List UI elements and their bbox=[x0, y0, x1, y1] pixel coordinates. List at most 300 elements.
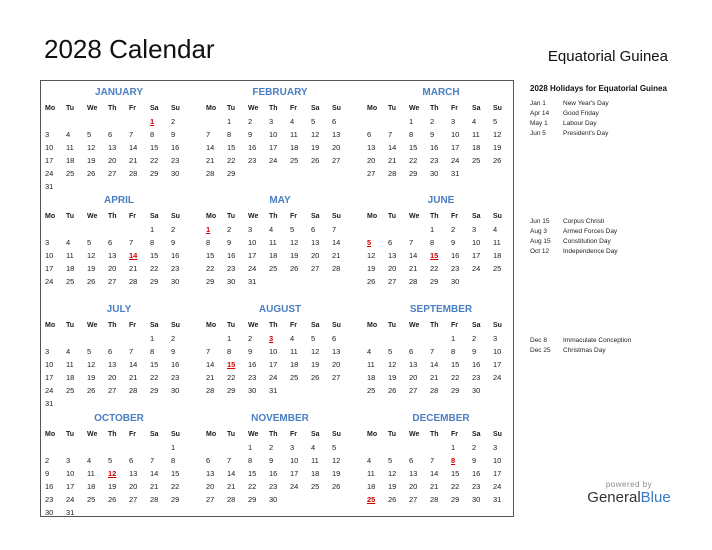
weekday-header-row bbox=[367, 319, 515, 332]
day-cell: 14 bbox=[206, 360, 215, 369]
day-cell: 16 bbox=[248, 360, 257, 369]
day-cell: 17 bbox=[66, 482, 75, 491]
month-august bbox=[206, 300, 354, 408]
day-cell: 1 bbox=[248, 443, 253, 452]
day-cell: 28 bbox=[206, 386, 215, 395]
day-cell: 26 bbox=[311, 373, 320, 382]
day-cell: 10 bbox=[248, 238, 257, 247]
day-cell: 9 bbox=[430, 130, 435, 139]
holiday-day-cell: 25 bbox=[367, 495, 376, 504]
holiday-item bbox=[530, 247, 690, 257]
calendar-grid bbox=[40, 80, 514, 517]
day-cell: 22 bbox=[409, 156, 418, 165]
day-cell: 11 bbox=[493, 238, 501, 247]
week-row bbox=[206, 358, 354, 371]
day-cell: 26 bbox=[367, 277, 376, 286]
day-cell: 20 bbox=[367, 156, 376, 165]
day-cell: 27 bbox=[409, 495, 418, 504]
weekday-header: Su bbox=[493, 213, 502, 220]
day-cell: 19 bbox=[367, 264, 376, 273]
weekday-header: Mo bbox=[206, 105, 217, 112]
day-cell: 18 bbox=[290, 360, 299, 369]
day-cell: 24 bbox=[493, 482, 502, 491]
day-cell: 29 bbox=[206, 277, 215, 286]
day-cell: 27 bbox=[388, 277, 397, 286]
day-cell: 12 bbox=[388, 469, 397, 478]
weekday-header: Mo bbox=[45, 213, 56, 220]
weekday-header: Sa bbox=[472, 213, 481, 220]
day-cell: 25 bbox=[290, 373, 299, 382]
day-cell: 4 bbox=[311, 443, 316, 452]
day-cell: 24 bbox=[269, 373, 278, 382]
holiday-item bbox=[530, 336, 690, 346]
day-cell: 7 bbox=[388, 130, 393, 139]
empty-cell bbox=[311, 275, 332, 288]
day-cell: 18 bbox=[66, 264, 75, 273]
empty-cell bbox=[45, 115, 66, 128]
day-cell: 6 bbox=[409, 347, 414, 356]
day-cell: 1 bbox=[227, 334, 232, 343]
day-cell: 16 bbox=[171, 251, 180, 260]
week-row bbox=[45, 223, 193, 236]
month-title: NOVEMBER bbox=[251, 413, 309, 424]
weekday-header: Mo bbox=[206, 431, 217, 438]
week-row bbox=[45, 262, 193, 275]
weekday-header: Th bbox=[108, 322, 117, 329]
day-cell: 20 bbox=[311, 251, 320, 260]
day-cell: 19 bbox=[108, 482, 117, 491]
day-cell: 4 bbox=[87, 456, 92, 465]
day-cell: 19 bbox=[87, 264, 96, 273]
day-cell: 24 bbox=[290, 482, 299, 491]
day-cell: 23 bbox=[248, 373, 257, 382]
day-cell: 29 bbox=[451, 495, 460, 504]
weekday-header: Sa bbox=[150, 213, 159, 220]
month-title: MAY bbox=[269, 195, 291, 206]
day-cell: 17 bbox=[248, 251, 257, 260]
weekday-header: Su bbox=[171, 213, 180, 220]
empty-cell bbox=[472, 167, 493, 180]
day-cell: 7 bbox=[206, 347, 211, 356]
day-cell: 28 bbox=[150, 495, 159, 504]
day-cell: 13 bbox=[409, 360, 418, 369]
day-cell: 10 bbox=[45, 143, 54, 152]
day-cell: 3 bbox=[45, 238, 50, 247]
day-cell: 17 bbox=[269, 143, 278, 152]
weekday-header: Fr bbox=[129, 213, 136, 220]
day-cell: 17 bbox=[493, 469, 502, 478]
day-cell: 21 bbox=[206, 373, 215, 382]
month-march bbox=[367, 83, 515, 191]
month-june bbox=[367, 191, 515, 299]
weekday-header: We bbox=[87, 322, 98, 329]
week-row bbox=[45, 384, 193, 397]
day-cell: 9 bbox=[227, 238, 232, 247]
day-cell: 4 bbox=[66, 130, 71, 139]
empty-cell bbox=[430, 441, 451, 454]
day-cell: 6 bbox=[108, 347, 113, 356]
holiday-item bbox=[530, 346, 690, 356]
weekday-header: We bbox=[409, 431, 420, 438]
weekday-header: We bbox=[87, 213, 98, 220]
empty-cell bbox=[269, 275, 290, 288]
empty-cell bbox=[409, 223, 430, 236]
holiday-group bbox=[530, 99, 690, 139]
holiday-group bbox=[530, 217, 690, 257]
day-cell: 14 bbox=[206, 143, 215, 152]
day-cell: 28 bbox=[206, 169, 215, 178]
empty-cell bbox=[388, 115, 409, 128]
weekday-header: Tu bbox=[66, 213, 75, 220]
day-cell: 26 bbox=[290, 264, 299, 273]
week-row bbox=[206, 467, 354, 480]
empty-cell bbox=[66, 441, 87, 454]
day-cell: 1 bbox=[409, 117, 414, 126]
week-row bbox=[206, 384, 354, 397]
month-july bbox=[45, 300, 193, 408]
day-cell: 12 bbox=[87, 360, 96, 369]
day-cell: 15 bbox=[227, 143, 236, 152]
day-cell: 27 bbox=[332, 373, 341, 382]
week-row bbox=[45, 249, 193, 262]
month-title: DECEMBER bbox=[412, 413, 470, 424]
day-cell: 8 bbox=[248, 456, 253, 465]
day-cell: 10 bbox=[472, 238, 481, 247]
week-row bbox=[45, 115, 193, 128]
day-cell: 26 bbox=[87, 386, 96, 395]
month-september bbox=[367, 300, 515, 408]
brand-logo[interactable] bbox=[584, 480, 674, 506]
day-cell: 19 bbox=[332, 469, 341, 478]
day-cell: 17 bbox=[45, 264, 54, 273]
day-cell: 14 bbox=[150, 469, 159, 478]
day-cell: 3 bbox=[248, 225, 253, 234]
week-row bbox=[206, 115, 354, 128]
brand-name bbox=[584, 489, 674, 506]
holiday-name: Labour Day bbox=[563, 120, 597, 127]
day-cell: 8 bbox=[150, 130, 155, 139]
week-row bbox=[367, 275, 515, 288]
day-cell: 16 bbox=[248, 143, 257, 152]
day-cell: 16 bbox=[472, 469, 481, 478]
day-cell: 30 bbox=[248, 386, 257, 395]
empty-cell bbox=[66, 115, 87, 128]
page-title: 2028 Calendar bbox=[44, 34, 215, 64]
weekday-header: Fr bbox=[451, 431, 458, 438]
day-cell: 23 bbox=[171, 156, 180, 165]
day-cell: 20 bbox=[108, 156, 117, 165]
week-row bbox=[45, 275, 193, 288]
day-cell: 3 bbox=[493, 443, 498, 452]
day-cell: 25 bbox=[311, 482, 320, 491]
month-title: JANUARY bbox=[95, 87, 143, 98]
day-cell: 3 bbox=[45, 347, 50, 356]
day-cell: 9 bbox=[45, 469, 50, 478]
day-cell: 13 bbox=[367, 143, 376, 152]
day-cell: 15 bbox=[150, 360, 159, 369]
day-cell: 16 bbox=[430, 143, 439, 152]
weekday-header: Sa bbox=[311, 431, 320, 438]
day-cell: 20 bbox=[409, 373, 418, 382]
day-cell: 12 bbox=[87, 143, 96, 152]
day-cell: 12 bbox=[290, 238, 299, 247]
week-row bbox=[367, 480, 515, 493]
day-cell: 14 bbox=[430, 469, 439, 478]
empty-cell bbox=[129, 223, 150, 236]
day-cell: 19 bbox=[388, 373, 397, 382]
day-cell: 10 bbox=[45, 360, 54, 369]
empty-cell bbox=[108, 441, 129, 454]
day-cell: 28 bbox=[409, 277, 418, 286]
day-cell: 18 bbox=[269, 251, 278, 260]
empty-cell bbox=[472, 275, 493, 288]
weekday-header: Th bbox=[430, 322, 439, 329]
day-cell: 3 bbox=[451, 117, 456, 126]
day-cell: 18 bbox=[87, 482, 96, 491]
day-cell: 10 bbox=[451, 130, 460, 139]
week-row bbox=[206, 154, 354, 167]
day-cell: 2 bbox=[451, 225, 456, 234]
day-cell: 16 bbox=[451, 251, 460, 260]
day-cell: 13 bbox=[129, 469, 138, 478]
day-cell: 14 bbox=[409, 251, 418, 260]
day-cell: 9 bbox=[269, 456, 274, 465]
empty-cell bbox=[332, 167, 353, 180]
day-cell: 28 bbox=[388, 169, 397, 178]
day-cell: 23 bbox=[472, 482, 481, 491]
day-cell: 1 bbox=[451, 443, 456, 452]
weekday-header: Th bbox=[269, 105, 278, 112]
week-row bbox=[206, 167, 354, 180]
day-cell: 12 bbox=[311, 347, 320, 356]
holiday-date: May 1 bbox=[530, 120, 548, 127]
day-cell: 27 bbox=[367, 169, 376, 178]
week-row bbox=[367, 384, 515, 397]
day-cell: 16 bbox=[472, 360, 481, 369]
holiday-name: President's Day bbox=[563, 130, 609, 137]
day-cell: 24 bbox=[45, 277, 54, 286]
day-cell: 22 bbox=[150, 264, 159, 273]
day-cell: 10 bbox=[66, 469, 75, 478]
week-row bbox=[206, 275, 354, 288]
empty-cell bbox=[206, 332, 227, 345]
day-cell: 23 bbox=[451, 264, 460, 273]
empty-cell bbox=[129, 441, 150, 454]
day-cell: 7 bbox=[129, 130, 134, 139]
day-cell: 19 bbox=[290, 251, 299, 260]
day-cell: 7 bbox=[129, 347, 134, 356]
day-cell: 10 bbox=[290, 456, 299, 465]
empty-cell bbox=[332, 384, 353, 397]
week-row bbox=[367, 467, 515, 480]
day-cell: 7 bbox=[150, 456, 155, 465]
day-cell: 18 bbox=[472, 143, 481, 152]
day-cell: 26 bbox=[87, 277, 96, 286]
day-cell: 29 bbox=[150, 386, 159, 395]
day-cell: 30 bbox=[171, 386, 180, 395]
month-february bbox=[206, 83, 354, 191]
day-cell: 16 bbox=[171, 143, 180, 152]
week-row bbox=[367, 493, 515, 506]
holiday-date: Oct 12 bbox=[530, 248, 550, 255]
weekday-header: Su bbox=[171, 105, 180, 112]
weekday-header-row bbox=[45, 210, 193, 223]
day-cell: 23 bbox=[430, 156, 439, 165]
day-cell: 17 bbox=[290, 469, 299, 478]
week-row bbox=[367, 332, 515, 345]
day-cell: 24 bbox=[493, 373, 502, 382]
day-cell: 9 bbox=[171, 130, 176, 139]
empty-cell bbox=[66, 223, 87, 236]
weekday-header-row bbox=[45, 428, 193, 441]
day-cell: 14 bbox=[129, 143, 138, 152]
day-cell: 4 bbox=[367, 456, 372, 465]
week-row bbox=[45, 128, 193, 141]
weekday-header: We bbox=[87, 431, 98, 438]
day-cell: 9 bbox=[171, 347, 176, 356]
weekday-header-row bbox=[45, 102, 193, 115]
day-cell: 2 bbox=[227, 225, 232, 234]
month-april bbox=[45, 191, 193, 299]
week-row bbox=[45, 480, 193, 493]
day-cell: 6 bbox=[332, 334, 337, 343]
weekday-header: Tu bbox=[227, 322, 236, 329]
day-cell: 2 bbox=[248, 334, 253, 343]
day-cell: 6 bbox=[311, 225, 316, 234]
week-row bbox=[45, 358, 193, 371]
day-cell: 25 bbox=[472, 156, 481, 165]
day-cell: 22 bbox=[451, 482, 460, 491]
day-cell: 24 bbox=[66, 495, 75, 504]
day-cell: 30 bbox=[171, 277, 180, 286]
day-cell: 24 bbox=[248, 264, 257, 273]
holiday-item bbox=[530, 227, 690, 237]
week-row bbox=[367, 115, 515, 128]
weekday-header: Sa bbox=[472, 105, 481, 112]
day-cell: 30 bbox=[171, 169, 180, 178]
day-cell: 27 bbox=[332, 156, 341, 165]
empty-cell bbox=[493, 275, 514, 288]
day-cell: 17 bbox=[451, 143, 460, 152]
week-row bbox=[367, 236, 515, 249]
day-cell: 2 bbox=[45, 456, 50, 465]
weekday-header: Su bbox=[171, 431, 180, 438]
day-cell: 4 bbox=[472, 117, 477, 126]
holiday-day-cell: 5 bbox=[367, 238, 372, 247]
day-cell: 24 bbox=[45, 169, 54, 178]
day-cell: 14 bbox=[129, 360, 138, 369]
day-cell: 10 bbox=[45, 251, 54, 260]
empty-cell bbox=[290, 493, 311, 506]
day-cell: 11 bbox=[367, 360, 375, 369]
weekday-header: Tu bbox=[66, 105, 75, 112]
day-cell: 4 bbox=[269, 225, 274, 234]
day-cell: 20 bbox=[332, 143, 341, 152]
day-cell: 28 bbox=[430, 386, 439, 395]
day-cell: 18 bbox=[66, 373, 75, 382]
day-cell: 1 bbox=[171, 443, 176, 452]
day-cell: 14 bbox=[332, 238, 341, 247]
day-cell: 30 bbox=[451, 277, 460, 286]
month-november bbox=[206, 409, 354, 517]
weekday-header: Tu bbox=[66, 322, 75, 329]
day-cell: 13 bbox=[332, 130, 341, 139]
day-cell: 26 bbox=[87, 169, 96, 178]
day-cell: 2 bbox=[269, 443, 274, 452]
day-cell: 22 bbox=[171, 482, 180, 491]
day-cell: 26 bbox=[493, 156, 502, 165]
week-row bbox=[206, 480, 354, 493]
holiday-name: Independence Day bbox=[563, 248, 618, 255]
empty-cell bbox=[206, 441, 227, 454]
day-cell: 26 bbox=[388, 386, 397, 395]
day-cell: 11 bbox=[290, 130, 298, 139]
day-cell: 10 bbox=[493, 456, 502, 465]
empty-cell bbox=[45, 223, 66, 236]
day-cell: 7 bbox=[430, 456, 435, 465]
day-cell: 13 bbox=[388, 251, 397, 260]
holiday-item bbox=[530, 99, 690, 109]
day-cell: 9 bbox=[248, 347, 253, 356]
day-cell: 11 bbox=[269, 238, 277, 247]
day-cell: 11 bbox=[311, 456, 319, 465]
day-cell: 4 bbox=[290, 117, 295, 126]
week-row bbox=[45, 441, 193, 454]
day-cell: 26 bbox=[388, 495, 397, 504]
holiday-day-cell: 15 bbox=[430, 251, 439, 260]
day-cell: 2 bbox=[171, 334, 176, 343]
day-cell: 7 bbox=[227, 456, 232, 465]
weekday-header: We bbox=[409, 322, 420, 329]
day-cell: 5 bbox=[388, 347, 393, 356]
empty-cell bbox=[108, 506, 129, 519]
weekday-header: We bbox=[248, 322, 259, 329]
day-cell: 20 bbox=[388, 264, 397, 273]
holiday-group bbox=[530, 336, 690, 356]
day-cell: 31 bbox=[493, 495, 502, 504]
day-cell: 12 bbox=[311, 130, 320, 139]
day-cell: 27 bbox=[129, 495, 138, 504]
day-cell: 23 bbox=[269, 482, 278, 491]
day-cell: 19 bbox=[87, 156, 96, 165]
day-cell: 8 bbox=[171, 456, 176, 465]
week-row bbox=[45, 506, 193, 519]
weekday-header: Mo bbox=[206, 322, 217, 329]
day-cell: 21 bbox=[227, 482, 236, 491]
day-cell: 16 bbox=[227, 251, 236, 260]
weekday-header: Th bbox=[108, 431, 117, 438]
holiday-item bbox=[530, 109, 690, 119]
day-cell: 25 bbox=[269, 264, 278, 273]
weekday-header: Sa bbox=[311, 322, 320, 329]
weekday-header: We bbox=[87, 105, 98, 112]
day-cell: 21 bbox=[150, 482, 159, 491]
weekday-header: Sa bbox=[150, 322, 159, 329]
empty-cell bbox=[129, 506, 150, 519]
day-cell: 15 bbox=[409, 143, 418, 152]
day-cell: 31 bbox=[45, 399, 54, 408]
empty-cell bbox=[129, 332, 150, 345]
holiday-date: Dec 8 bbox=[530, 337, 547, 344]
day-cell: 11 bbox=[472, 130, 480, 139]
empty-cell bbox=[409, 332, 430, 345]
day-cell: 27 bbox=[108, 169, 117, 178]
weekday-header: Tu bbox=[66, 431, 75, 438]
day-cell: 5 bbox=[311, 334, 316, 343]
day-cell: 31 bbox=[248, 277, 257, 286]
day-cell: 23 bbox=[472, 373, 481, 382]
day-cell: 5 bbox=[493, 117, 498, 126]
